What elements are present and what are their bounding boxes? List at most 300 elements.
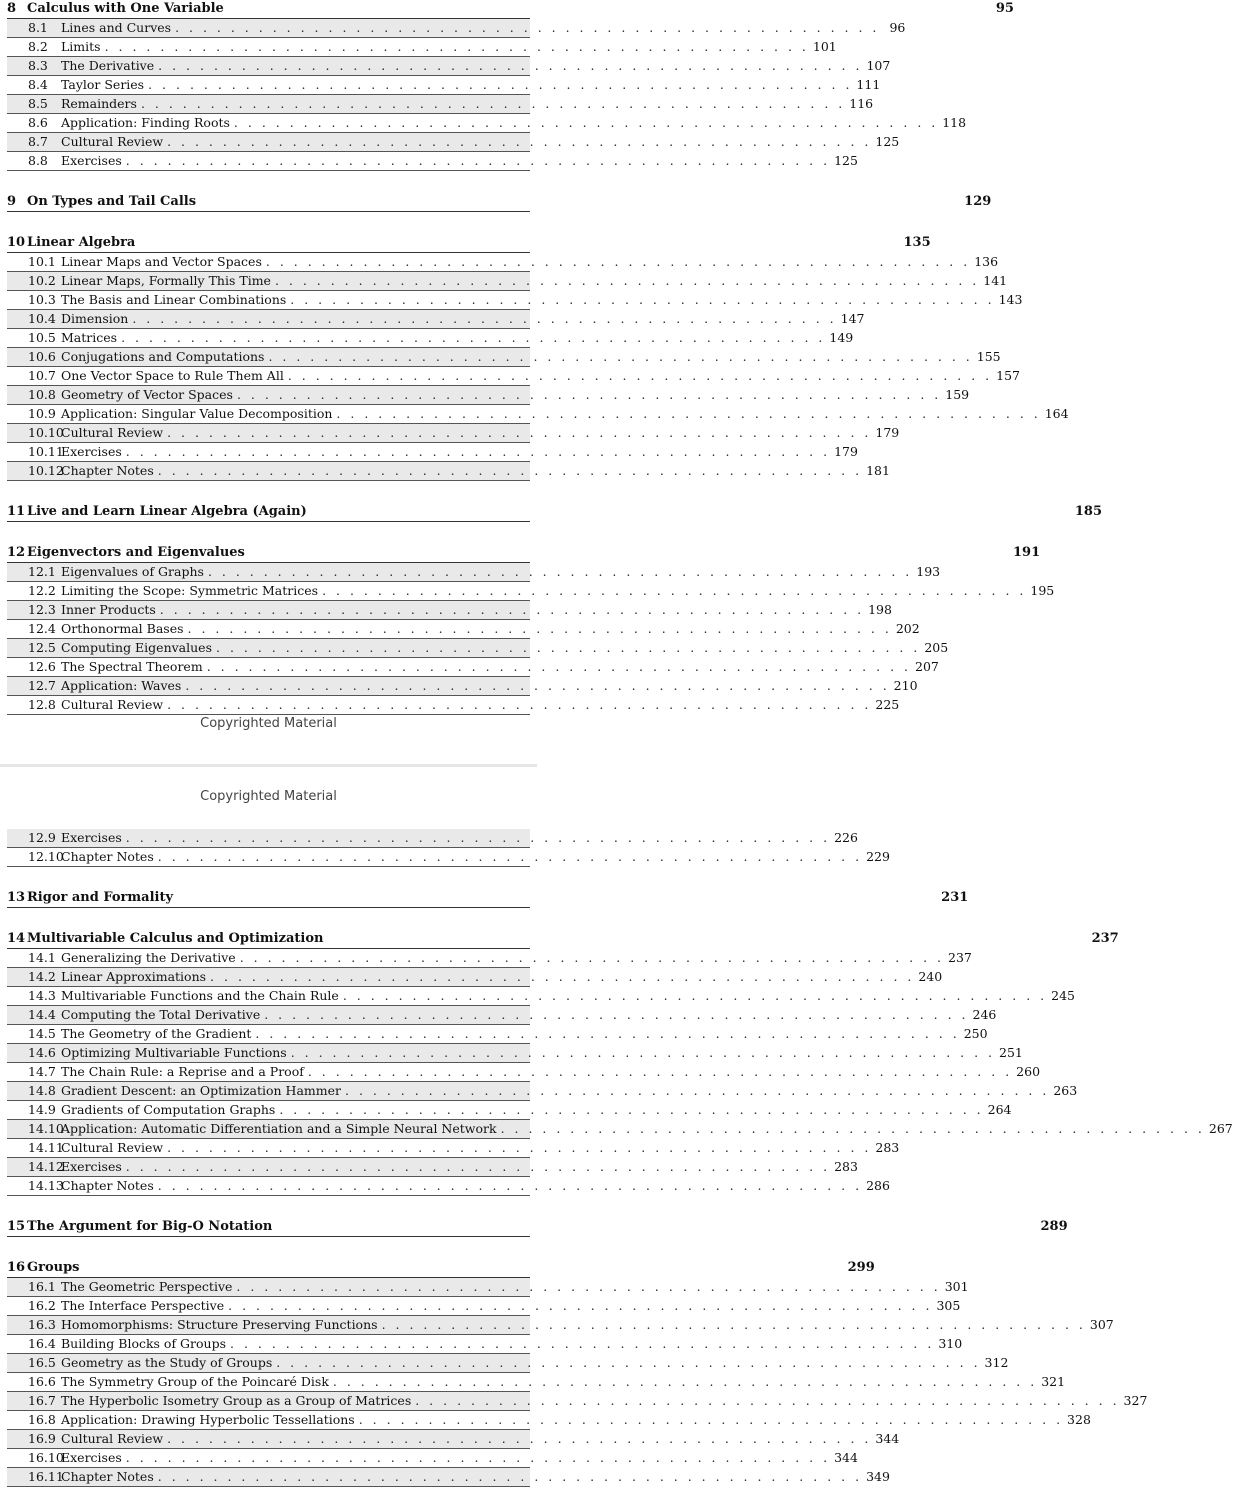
dot-leader: . . . . . . . . . . . . . . . . . . . . . . . . . . . . . . . . . . . . . . . . . . . . . . . . . . . [167, 697, 872, 712]
dot-leader: . . . . . . . . . . . . . . . . . . . . . . . . . . . . . . . . . . . . . . . . . . . . . . . . . . . [187, 621, 892, 636]
section-title: Remainders [61, 96, 137, 111]
section-number: 8.1 [28, 20, 48, 35]
section-number: 10.8 [28, 387, 56, 402]
toc-section-entry[interactable] [7, 1411, 1091, 1430]
page-number: 181 [866, 463, 890, 478]
section-title: Cultural Review [61, 134, 164, 149]
chapter-title: Rigor and Formality [27, 890, 174, 905]
section-number: 16.8 [28, 1412, 56, 1427]
section-title: Computing Eigenvalues [61, 640, 212, 655]
section-title: Application: Drawing Hyperbolic Tessellations [61, 1412, 355, 1427]
dot-leader: . . . . . . . . . . . . . . . . . . . . . . . . . . . . . . . . . . . . . . . . . . . . . . . . . . . [415, 1393, 1120, 1408]
toc-section-entry[interactable] [7, 38, 837, 57]
section-number: 14.8 [28, 1083, 56, 1098]
dot-leader: . . . . . . . . . . . . . . . . . . . . . . . . . . . . . . . . . . . . . . . . . . . . . . . . . . . [287, 368, 993, 383]
dot-leader: . . . . . . . . . . . . . . . . . . . . . . . . . . . . . . . . . . . . . . . . . . . . . . . . . . . [206, 659, 911, 674]
chapter-number: 9 [7, 194, 17, 209]
section-title: Chapter Notes [61, 1178, 154, 1193]
section-title: Orthonormal Bases [61, 621, 184, 636]
page-number: 207 [915, 659, 939, 674]
page-number: 289 [1040, 1219, 1068, 1234]
page-number: 210 [893, 678, 918, 693]
section-title: Linear Maps and Vector Spaces [61, 254, 262, 269]
toc-section-entry[interactable] [7, 424, 900, 443]
section-title: Cultural Review [61, 697, 164, 712]
section-title: Cultural Review [61, 1140, 164, 1155]
toc-section-entry[interactable] [7, 95, 874, 114]
toc-section-entry[interactable] [7, 348, 1001, 367]
chapter-spacer [7, 171, 530, 185]
page-number: 299 [847, 1260, 875, 1275]
page-number: 164 [1044, 406, 1069, 421]
section-number: 8.3 [28, 58, 48, 73]
section-title: Building Blocks of Groups [61, 1336, 227, 1351]
dot-leader: . . . . . . . . . . . . . . . . . . . . . . . . . . . . . . . . . . . . . . . . . . . . . . . . . . . [125, 444, 831, 459]
section-title: The Geometric Perspective [61, 1279, 233, 1294]
dot-leader: . . . . . . . . . . . . . . . . . . . . . . . . . . . . . . . . . . . . . . . . . . . . . . . . . . . [104, 39, 809, 54]
dot-leader: . . . . . . . . . . . . . . . . . . . . . . . . . . . . . . . . . . . . . . . . . . . . . . . . . . . [322, 583, 1027, 598]
section-title: Exercises [61, 1159, 122, 1174]
section-title: Linear Maps, Formally This Time [61, 273, 271, 288]
dot-leader: . . . . . . . . . . . . . . . . . . . . . . . . . . . . . . . . . . . . . . . . . . . . . . . . . . . [157, 1178, 863, 1193]
section-number: 16.4 [28, 1336, 56, 1351]
section-title: Application: Finding Roots [61, 115, 230, 130]
page-number: 191 [1013, 545, 1041, 560]
chapter-number: 16 [7, 1260, 26, 1275]
page-number: 125 [834, 153, 858, 168]
toc-section-entry[interactable] [7, 329, 854, 348]
chapter-spacer [7, 481, 530, 495]
dot-leader: . . . . . . . . . . . . . . . . . . . . . . . . . . . . . . . . . . . . . . . . . . . . . . . . . . . [239, 950, 945, 965]
section-title: Multivariable Functions and the Chain Rule [61, 988, 339, 1003]
section-title: Generalizing the Derivative [61, 950, 236, 965]
page-number: 157 [996, 368, 1020, 383]
section-title: Homomorphisms: Structure Preserving Functions [61, 1317, 378, 1332]
chapter-title: Calculus with One Variable [27, 1, 224, 16]
chapter-number: 12 [7, 545, 26, 560]
toc-section-entry[interactable] [7, 386, 970, 405]
page-number: 193 [916, 564, 941, 579]
section-title: Matrices [61, 330, 118, 345]
dot-leader: . . . . . . . . . . . . . . . . . . . . . . . . . . . . . . . . . . . . . . . . . . . . . . . . . . . [236, 387, 942, 402]
toc-section-entry[interactable] [7, 1373, 1066, 1392]
page-number: 312 [984, 1355, 1009, 1370]
toc-chapter-entry[interactable] [7, 1259, 875, 1278]
dot-leader: . . . . . . . . . . . . . . . . . . . . . . . . . . . . . . . . . . . . . . . . . . . . . . . . . . . [265, 254, 971, 269]
chapter-spacer [7, 908, 530, 922]
dot-leader: . . . . . . . . . . . . . . . . . . . . . . . . . . . . . . . . . . . . . . . . . . . . . . . . . . . [158, 58, 863, 73]
toc-chapter-entry[interactable] [7, 503, 1103, 522]
section-number: 8.4 [28, 77, 48, 92]
section-title: Lines and Curves [61, 20, 172, 35]
dot-leader: . . . . . . . . . . . . . . . . . . . . . . . . . . . . . . . . . . . . . . . . . . . . . . . . . . . [228, 1298, 933, 1313]
page-number: 155 [976, 349, 1001, 364]
chapter-title: Multivariable Calculus and Optimization [27, 931, 324, 946]
toc-chapter-entry[interactable] [7, 889, 969, 908]
toc-section-entry[interactable] [7, 1139, 900, 1158]
dot-leader: . . . . . . . . . . . . . . . . . . . . . . . . . . . . . . . . . . . . . . . . . . . . . . . . . . . [236, 1279, 941, 1294]
toc-chapter-entry[interactable] [7, 930, 1119, 949]
toc-section-entry[interactable] [7, 1392, 1148, 1411]
toc-section-entry[interactable] [7, 291, 1023, 310]
page-number: 143 [998, 292, 1023, 307]
toc-section-entry[interactable] [7, 1158, 858, 1177]
section-number: 12.9 [28, 830, 56, 845]
toc-section-entry[interactable] [7, 1044, 1023, 1063]
dot-leader: . . . . . . . . . . . . . . . . . . . . . . . . . . . . . . . . . . . . . . . . . . . . . . . . . . . [233, 115, 939, 130]
section-number: 10.2 [28, 273, 56, 288]
dot-leader: . . . . . . . . . . . . . . . . . . . . . . . . . . . . . . . . . . . . . . . . . . . . . . . . . . . [207, 564, 913, 579]
section-title: Chapter Notes [61, 463, 154, 478]
dot-leader: . . . . . . . . . . . . . . . . . . . . . . . . . . . . . . . . . . . . . . . . . . . . . . . . . . . [157, 1469, 863, 1484]
section-number: 10.11 [28, 444, 64, 459]
page-number: 195 [1030, 583, 1055, 598]
page-number: 250 [963, 1026, 988, 1041]
toc-section-entry[interactable] [7, 563, 941, 582]
section-title: The Chain Rule: a Reprise and a Proof [61, 1064, 304, 1079]
toc-section-entry[interactable] [7, 1177, 890, 1196]
toc-section-entry[interactable] [7, 1025, 988, 1044]
toc-section-entry[interactable] [7, 1430, 900, 1449]
page-number: 301 [944, 1279, 969, 1294]
section-title: Gradients of Computation Graphs [61, 1102, 276, 1117]
toc-section-entry[interactable] [7, 462, 890, 481]
chapter-spacer [7, 1237, 530, 1251]
dot-leader: . . . . . . . . . . . . . . . . . . . . . . . . . . . . . . . . . . . . . . . . . . . . . . . . . . . [279, 1102, 984, 1117]
toc-section-entry[interactable] [7, 696, 900, 715]
section-number: 12.1 [28, 564, 56, 579]
toc-section-entry[interactable] [7, 582, 1055, 601]
section-number: 14.10 [28, 1121, 64, 1136]
page-number: 260 [1016, 1064, 1041, 1079]
section-title: The Basis and Linear Combinations [61, 292, 287, 307]
copyright-header: Copyrighted Material [200, 789, 337, 804]
section-title: Application: Automatic Differentiation and a Simple Neural Network [61, 1121, 497, 1136]
dot-leader: . . . . . . . . . . . . . . . . . . . . . . . . . . . . . . . . . . . . . . . . . . . . . . . . . . . [290, 292, 995, 307]
toc-section-entry[interactable] [7, 987, 1075, 1006]
page-number: 237 [948, 950, 972, 965]
dot-leader: . . . . . . . . . . . . . . . . . . . . . . . . . . . . . . . . . . . . . . . . . . . . . . . . . . . [332, 1374, 1038, 1389]
page-number: 283 [875, 1140, 900, 1155]
dot-leader: . . . . . . . . . . . . . . . . . . . . . . . . . . . . . . . . . . . . . . . . . . . . . . . . . . . [175, 20, 880, 35]
section-number: 16.9 [28, 1431, 56, 1446]
page-number: 202 [895, 621, 920, 636]
section-title: The Derivative [61, 58, 155, 73]
dot-leader: . . . . . . . . . . . . . . . . . . . . . . . . . . . . . . . . . . . . . . . . . . . . . . . . . . . [159, 602, 865, 617]
section-title: Chapter Notes [61, 1469, 154, 1484]
toc-section-entry[interactable] [7, 253, 999, 272]
section-title: The Spectral Theorem [61, 659, 203, 674]
section-title: Optimizing Multivariable Functions [61, 1045, 287, 1060]
page-number: 118 [942, 115, 967, 130]
chapter-spacer [7, 212, 530, 226]
page-number: 135 [903, 235, 931, 250]
section-number: 16.7 [28, 1393, 56, 1408]
toc-section-entry[interactable] [7, 76, 881, 95]
page-number: 307 [1089, 1317, 1114, 1332]
section-number: 14.11 [28, 1140, 64, 1155]
page-number: 149 [829, 330, 854, 345]
toc-section-entry[interactable] [7, 1120, 1233, 1139]
toc-section-entry[interactable] [7, 1354, 1009, 1373]
toc-list [7, 0, 1103, 715]
toc-chapter-entry[interactable] [7, 1218, 1068, 1237]
chapter-spacer [7, 1196, 530, 1210]
section-number: 12.10 [28, 849, 64, 864]
dot-leader: . . . . . . . . . . . . . . . . . . . . . . . . . . . . . . . . . . . . . . . . . . . . . . . . . . . [125, 153, 831, 168]
section-title: Exercises [61, 444, 122, 459]
dot-leader: . . . . . . . . . . . . . . . . . . . . . . . . . . . . . . . . . . . . . . . . . . . . . . . . . . . [185, 678, 890, 693]
section-number: 12.3 [28, 602, 56, 617]
section-title: Cultural Review [61, 1431, 164, 1446]
section-title: One Vector Space to Rule Them All [61, 368, 284, 383]
toc-section-entry[interactable] [7, 848, 890, 867]
section-number: 16.2 [28, 1298, 56, 1313]
dot-leader: . . . . . . . . . . . . . . . . . . . . . . . . . . . . . . . . . . . . . . . . . . . . . . . . . . . [210, 969, 915, 984]
toc-section-entry[interactable] [7, 1449, 858, 1468]
section-number: 10.4 [28, 311, 56, 326]
toc-section-entry[interactable] [7, 949, 972, 968]
section-number: 14.12 [28, 1159, 64, 1174]
toc-section-entry[interactable] [7, 658, 939, 677]
section-title: Dimension [61, 311, 129, 326]
toc-page-1 [0, 0, 1103, 764]
section-number: 8.2 [28, 39, 48, 54]
toc-chapter-entry[interactable] [7, 544, 1041, 563]
page-number: 96 [889, 20, 906, 35]
section-title: Conjugations and Computations [61, 349, 265, 364]
toc-section-entry[interactable] [7, 1316, 1114, 1335]
page-number: 116 [849, 96, 874, 111]
section-number: 10.7 [28, 368, 56, 383]
section-title: Application: Singular Value Decomposition [61, 406, 333, 421]
section-number: 8.8 [28, 153, 48, 168]
chapter-title: On Types and Tail Calls [27, 194, 197, 209]
dot-leader: . . . . . . . . . . . . . . . . . . . . . . . . . . . . . . . . . . . . . . . . . . . . . . . . . . . [290, 1045, 996, 1060]
section-number: 12.7 [28, 678, 56, 693]
section-title: Limits [61, 39, 101, 54]
page-number: 125 [875, 134, 900, 149]
page-number: 159 [945, 387, 970, 402]
page-number: 147 [840, 311, 865, 326]
page-number: 267 [1208, 1121, 1233, 1136]
dot-leader: . . . . . . . . . . . . . . . . . . . . . . . . . . . . . . . . . . . . . . . . . . . . . . . . . . . [336, 406, 1041, 421]
section-title: Application: Waves [61, 678, 182, 693]
toc-section-entry[interactable] [7, 601, 892, 620]
section-number: 10.6 [28, 349, 56, 364]
section-number: 16.5 [28, 1355, 56, 1370]
toc-section-entry[interactable] [7, 1063, 1041, 1082]
section-number: 14.7 [28, 1064, 56, 1079]
section-title: Exercises [61, 830, 122, 845]
dot-leader: . . . . . . . . . . . . . . . . . . . . . . . . . . . . . . . . . . . . . . . . . . . . . . . . . . . [255, 1026, 960, 1041]
chapter-number: 15 [7, 1219, 26, 1234]
chapter-title: The Argument for Big-O Notation [27, 1219, 273, 1234]
page-number: 237 [1091, 931, 1119, 946]
toc-section-entry[interactable] [7, 620, 920, 639]
section-number: 14.9 [28, 1102, 56, 1117]
dot-leader: . . . . . . . . . . . . . . . . . . . . . . . . . . . . . . . . . . . . . . . . . . . . . . . . . . . [230, 1336, 935, 1351]
toc-chapter-entry[interactable] [7, 0, 1014, 19]
page-number: 229 [866, 849, 890, 864]
toc-section-entry[interactable] [7, 829, 858, 848]
dot-leader: . . . . . . . . . . . . . . . . . . . . . . . . . . . . . . . . . . . . . . . . . . . . . . . . . . . [167, 1140, 872, 1155]
section-title: Exercises [61, 1450, 122, 1465]
section-title: The Interface Perspective [61, 1298, 225, 1313]
section-number: 14.5 [28, 1026, 56, 1041]
page-number: 349 [866, 1469, 890, 1484]
page-number: 107 [866, 58, 891, 73]
page-number: 95 [995, 1, 1014, 16]
dot-leader: . . . . . . . . . . . . . . . . . . . . . . . . . . . . . . . . . . . . . . . . . . . . . . . . . . . [125, 1450, 831, 1465]
toc-section-entry[interactable] [7, 152, 858, 171]
toc-chapter-entry[interactable] [7, 234, 931, 253]
page-number: 101 [812, 39, 837, 54]
dot-leader: . . . . . . . . . . . . . . . . . . . . . . . . . . . . . . . . . . . . . . . . . . . . . . . . . . . [345, 1083, 1050, 1098]
page-number: 344 [834, 1450, 858, 1465]
page-number: 185 [1074, 504, 1103, 519]
page-number: 231 [941, 890, 969, 905]
dot-leader: . . . . . . . . . . . . . . . . . . . . . . . . . . . . . . . . . . . . . . . . . . . . . . . . . . . [500, 1121, 1205, 1136]
section-title: Inner Products [61, 602, 156, 617]
section-number: 10.9 [28, 406, 56, 421]
toc-section-entry[interactable] [7, 133, 900, 152]
toc-list [7, 829, 1233, 1487]
page-number: 246 [972, 1007, 997, 1022]
section-title: The Hyperbolic Isometry Group as a Group of Matrices [61, 1393, 412, 1408]
dot-leader: . . . . . . . . . . . . . . . . . . . . . . . . . . . . . . . . . . . . . . . . . . . . . . . . . . . [125, 830, 831, 845]
chapter-spacer [7, 867, 530, 881]
page-number: 198 [868, 602, 892, 617]
page-number: 344 [875, 1431, 900, 1446]
toc-chapter-entry[interactable] [7, 193, 992, 212]
dot-leader: . . . . . . . . . . . . . . . . . . . . . . . . . . . . . . . . . . . . . . . . . . . . . . . . . . . [125, 1159, 831, 1174]
page-number: 245 [1051, 988, 1075, 1003]
dot-leader: . . . . . . . . . . . . . . . . . . . . . . . . . . . . . . . . . . . . . . . . . . . . . . . . . . . [358, 1412, 1064, 1427]
toc-section-entry[interactable] [7, 1468, 890, 1487]
chapter-title: Linear Algebra [27, 235, 136, 250]
section-number: 14.4 [28, 1007, 56, 1022]
dot-leader: . . . . . . . . . . . . . . . . . . . . . . . . . . . . . . . . . . . . . . . . . . . . . . . . . . . [132, 311, 837, 326]
page-number: 305 [936, 1298, 961, 1313]
section-title: Eigenvalues of Graphs [61, 564, 204, 579]
toc-section-entry[interactable] [7, 443, 858, 462]
section-title: Cultural Review [61, 425, 164, 440]
section-number: 16.1 [28, 1279, 56, 1294]
toc-section-entry[interactable] [7, 405, 1069, 424]
page-number: 321 [1041, 1374, 1066, 1389]
section-number: 12.2 [28, 583, 56, 598]
section-number: 12.6 [28, 659, 56, 674]
page-number: 111 [856, 77, 881, 92]
page-number: 225 [875, 697, 900, 712]
section-number: 14.13 [28, 1178, 64, 1193]
section-number: 16.6 [28, 1374, 56, 1389]
dot-leader: . . . . . . . . . . . . . . . . . . . . . . . . . . . . . . . . . . . . . . . . . . . . . . . . . . . [140, 96, 846, 111]
toc-section-entry[interactable] [7, 310, 865, 329]
toc-section-entry[interactable] [7, 57, 891, 76]
section-number: 14.1 [28, 950, 56, 965]
page-number: 129 [964, 194, 992, 209]
page-number: 286 [866, 1178, 890, 1193]
section-number: 8.5 [28, 96, 48, 111]
toc-section-entry[interactable] [7, 1101, 1012, 1120]
dot-leader: . . . . . . . . . . . . . . . . . . . . . . . . . . . . . . . . . . . . . . . . . . . . . . . . . . . [276, 1355, 981, 1370]
dot-leader: . . . . . . . . . . . . . . . . . . . . . . . . . . . . . . . . . . . . . . . . . . . . . . . . . . . [216, 640, 921, 655]
dot-leader: . . . . . . . . . . . . . . . . . . . . . . . . . . . . . . . . . . . . . . . . . . . . . . . . . . . [148, 77, 853, 92]
chapter-number: 8 [7, 1, 17, 16]
toc-section-entry[interactable] [7, 367, 1020, 386]
dot-leader: . . . . . . . . . . . . . . . . . . . . . . . . . . . . . . . . . . . . . . . . . . . . . . . . . . . [342, 988, 1048, 1003]
chapter-title: Eigenvectors and Eigenvalues [27, 545, 245, 560]
page-number: 179 [834, 444, 858, 459]
dot-leader: . . . . . . . . . . . . . . . . . . . . . . . . . . . . . . . . . . . . . . . . . . . . . . . . . . . [167, 134, 872, 149]
section-title: Taylor Series [61, 77, 145, 92]
section-number: 14.2 [28, 969, 56, 984]
section-number: 16.3 [28, 1317, 56, 1332]
page-number: 328 [1067, 1412, 1091, 1427]
section-number: 10.5 [28, 330, 56, 345]
toc-section-entry[interactable] [7, 19, 906, 38]
section-title: Geometry as the Study of Groups [61, 1355, 273, 1370]
page-number: 136 [974, 254, 999, 269]
dot-leader: . . . . . . . . . . . . . . . . . . . . . . . . . . . . . . . . . . . . . . . . . . . . . . . . . . . [381, 1317, 1086, 1332]
dot-leader: . . . . . . . . . . . . . . . . . . . . . . . . . . . . . . . . . . . . . . . . . . . . . . . . . . . [157, 463, 863, 478]
toc-section-entry[interactable] [7, 272, 1008, 291]
dot-leader: . . . . . . . . . . . . . . . . . . . . . . . . . . . . . . . . . . . . . . . . . . . . . . . . . . . [167, 425, 872, 440]
section-number: 16.10 [28, 1450, 64, 1465]
section-title: The Symmetry Group of the Poincaré Disk [61, 1374, 329, 1389]
toc-section-entry[interactable] [7, 1278, 969, 1297]
dot-leader: . . . . . . . . . . . . . . . . . . . . . . . . . . . . . . . . . . . . . . . . . . . . . . . . . . . [274, 273, 980, 288]
dot-leader: . . . . . . . . . . . . . . . . . . . . . . . . . . . . . . . . . . . . . . . . . . . . . . . . . . . [307, 1064, 1013, 1079]
page-number: 310 [938, 1336, 963, 1351]
chapter-number: 11 [7, 504, 26, 519]
copyright-footer: Copyrighted Material [200, 716, 337, 731]
section-title: Geometry of Vector Spaces [61, 387, 233, 402]
toc-section-entry[interactable] [7, 639, 949, 658]
section-number: 10.10 [28, 425, 64, 440]
toc-section-entry[interactable] [7, 968, 943, 987]
section-number: 8.7 [28, 134, 48, 149]
section-number: 12.8 [28, 697, 56, 712]
toc-section-entry[interactable] [7, 677, 918, 696]
toc-section-entry[interactable] [7, 1297, 961, 1316]
page-number: 179 [875, 425, 900, 440]
toc-section-entry[interactable] [7, 1006, 997, 1025]
dot-leader: . . . . . . . . . . . . . . . . . . . . . . . . . . . . . . . . . . . . . . . . . . . . . . . . . . . [167, 1431, 872, 1446]
toc-section-entry[interactable] [7, 1335, 963, 1354]
section-number: 12.5 [28, 640, 56, 655]
toc-page-2 [0, 767, 1233, 1484]
dot-leader: . . . . . . . . . . . . . . . . . . . . . . . . . . . . . . . . . . . . . . . . . . . . . . . . . . . [121, 330, 826, 345]
page-number: 141 [983, 273, 1008, 288]
toc-section-entry[interactable] [7, 114, 967, 133]
dot-leader: . . . . . . . . . . . . . . . . . . . . . . . . . . . . . . . . . . . . . . . . . . . . . . . . . . . [268, 349, 973, 364]
section-number: 14.6 [28, 1045, 56, 1060]
section-number: 10.3 [28, 292, 56, 307]
section-number: 8.6 [28, 115, 48, 130]
page-number: 240 [918, 969, 943, 984]
toc-section-entry[interactable] [7, 1082, 1078, 1101]
section-number: 10.1 [28, 254, 56, 269]
page-number: 263 [1053, 1083, 1078, 1098]
section-title: Linear Approximations [61, 969, 207, 984]
section-title: Computing the Total Derivative [61, 1007, 261, 1022]
dot-leader: . . . . . . . . . . . . . . . . . . . . . . . . . . . . . . . . . . . . . . . . . . . . . . . . . . . [157, 849, 863, 864]
chapter-number: 10 [7, 235, 26, 250]
page-number: 327 [1123, 1393, 1148, 1408]
